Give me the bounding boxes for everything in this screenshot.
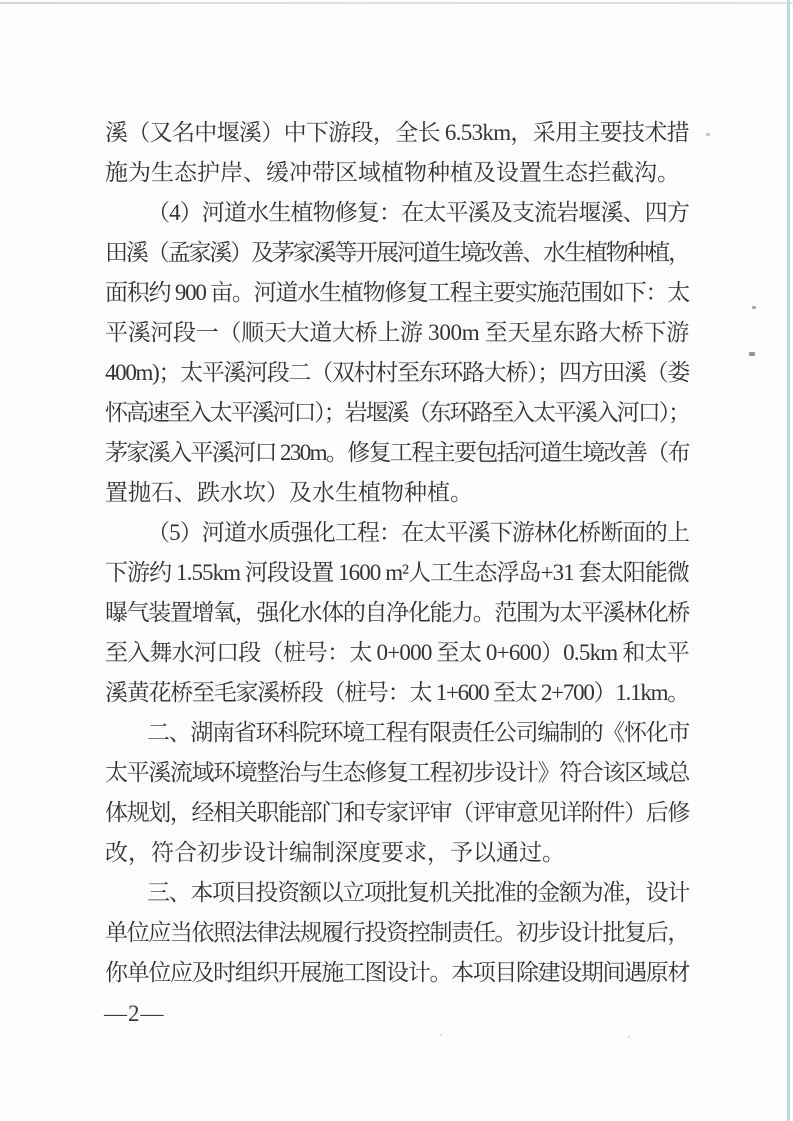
scan-speck — [749, 352, 755, 356]
text-line: 怀高速至入太平溪河口）；岩堰溪（东环路至入太平溪入河口）； — [105, 400, 690, 425]
scan-speck — [706, 133, 710, 136]
text-line: 面积约 900 亩。河道水生植物修复工程主要实施范围如下：太 — [105, 280, 690, 305]
scan-speck — [628, 1036, 630, 1038]
scan-speck — [752, 306, 756, 309]
text-line: 溪黄花桥至毛家溪桥段（桩号：太 1+600 至太 2+700）1.1km。 — [105, 680, 689, 705]
page-number: —2— — [104, 1001, 165, 1026]
scan-speck — [440, 1034, 442, 1036]
text-line: 单位应当依照法律法规履行投资控制责任。初步设计批复后， — [105, 920, 690, 945]
text-line: 茅家溪入平溪河口 230m。修复工程主要包括河道生境改善（布 — [105, 440, 689, 465]
text-line: 三、本项目投资额以立项批复机关批准的金额为准，设计 — [147, 880, 690, 905]
scan-edge-right — [787, 0, 790, 1121]
text-line: 至入舞水河口段（桩号：太 0+000 至太 0+600）0.5km 和太平 — [105, 640, 689, 665]
text-line: 下游约 1.55km 河段设置 1600 m²人工生态浮岛+31 套太阳能微 — [105, 560, 689, 585]
document-body — [105, 113, 689, 993]
text-line: 你单位应及时组织开展施工图设计。本项目除建设期间遇原材 — [105, 960, 690, 985]
text-line: 二、湖南省环科院环境工程有限责任公司编制的《怀化市 — [147, 720, 690, 745]
text-line: 400m)；太平溪河段二（双村村至东环路大桥）；四方田溪（娄 — [105, 360, 689, 385]
text-line: 改，符合初步设计编制深度要求，予以通过。 — [105, 840, 565, 865]
text-line: 田溪（孟家溪）及茅家溪等开展河道生境改善、水生植物种植， — [105, 240, 690, 265]
text-line: 平溪河段一（顺天大道大桥上游 300m 至天星东路大桥下游 — [105, 320, 689, 345]
text-line: 置抛石、跌水坎）及水生植物种植。 — [105, 480, 473, 505]
text-line: 曝气装置增氧，强化水体的自净化能力。范围为太平溪林化桥 — [105, 600, 690, 625]
text-line: （5）河道水质强化工程：在太平溪下游林化桥断面的上 — [147, 520, 690, 545]
text-line: 施为生态护岸、缓冲带区域植物种植及设置生态拦截沟。 — [105, 160, 680, 185]
text-line: （4）河道水生植物修复：在太平溪及支流岩堰溪、四方 — [147, 200, 690, 225]
text-line: 体规划，经相关职能部门和专家评审（评审意见详附件）后修 — [105, 800, 690, 825]
text-line: 溪（又名中堰溪）中下游段，全长 6.53km，采用主要技术措 — [105, 120, 689, 145]
text-line: 太平溪流域环境整治与生态修复工程初步设计》符合该区域总 — [105, 760, 690, 785]
scan-edge-top — [0, 2, 793, 4]
